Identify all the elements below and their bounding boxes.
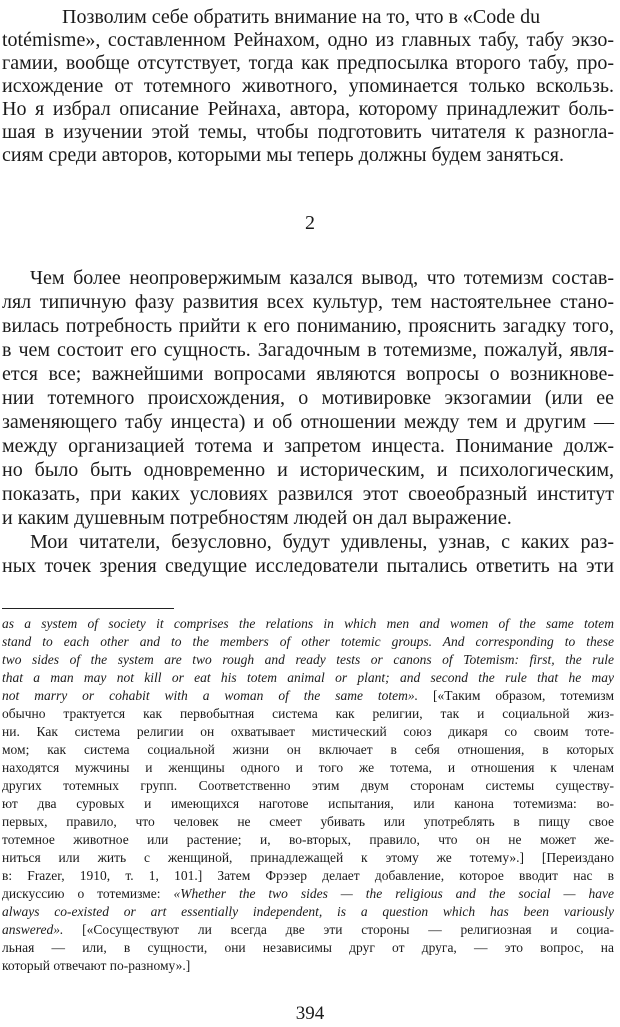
footnote-discussion-intro: дискуссию о тотемизме: xyxy=(2,886,174,901)
paragraph-2-line-10: показать, при каких условиях развился этот своеобразный институт xyxy=(2,483,614,505)
paragraph-1-line-7: сиям среди авторов, которыми мы теперь должны будем заняться. xyxy=(2,144,565,166)
paragraph-2-line-11: и каким душевным потребностям людей он дал выражение. xyxy=(2,507,512,529)
footnote-line-20: который отвечают по-разному».] xyxy=(2,958,191,973)
paragraph-1-line-1: Позволим себе обратить внимание на то, что в «Code du xyxy=(62,6,541,28)
paragraph-1-line-5: Но я избрал описание Рейнаха, автора, которому принадлежит боль- xyxy=(2,98,614,120)
footnote-frazer-quote-end: answered». xyxy=(2,922,64,937)
footnote-quote-end: not marry or cohabit with a woman of the same totem». xyxy=(2,688,419,703)
paragraph-1-line-6: шая в изучении этой темы, чтобы подготовить читателя к разногла- xyxy=(2,121,614,143)
footnote-line-17: always co-existed or art essentially independent, is a question which has been variously xyxy=(2,904,614,919)
paragraph-1-line-3: гамии, вообще отсутствует, тогда как предпосылка второго табу, про- xyxy=(2,52,614,74)
footnote-line-5 xyxy=(2,687,614,704)
footnote-translation-2-start: [«Сосуществуют ли всегда две эти стороны — религиозная и социа- xyxy=(63,922,614,937)
footnote-separator xyxy=(2,608,174,609)
footnote-line-3: two sides of the system are two rough and ready tests or canons of Totemism: first, the rule xyxy=(2,652,614,667)
paragraph-2-line-2: лял типичную фазу развития всех культур, тем настоятельнее стано- xyxy=(2,291,614,313)
footnote-line-15: в: Frazer, 1910, т. 1, 101.] Затем Фрэзер делает добавление, которое вводит нас в xyxy=(2,868,614,883)
footnote-line-1: as a system of society it comprises the relations in which men and women of the same totem xyxy=(2,616,614,631)
footnote-line-12: первых, правило, что человек не смеет убивать или употреблять в пищу свое xyxy=(2,814,614,829)
footnote-line-9: находятся мужчины и женщины одного и того же тотема, и отношения к членам xyxy=(2,760,614,775)
footnote-translation-start: [«Таким образом, тотемизм xyxy=(418,688,614,703)
paragraph-2-line-1: Чем более неопровержимым казался вывод, что тотемизм состав- xyxy=(30,267,614,289)
footnote-line-16 xyxy=(2,885,614,902)
footnote-line-2: stand to each other and to the members of other totemic groups. And corresponding to these xyxy=(2,634,614,649)
paragraph-2-line-6: нии тотемного происхождения, о мотивировке экзогамии (или ее xyxy=(2,387,614,409)
footnote-line-4: that a man may not kill or eat his totem animal or plant; and second the rule that he may xyxy=(2,670,614,685)
footnote-line-18 xyxy=(2,921,614,938)
footnote-frazer-quote-start: «Whether the two sides — the religious and the social — have xyxy=(173,886,614,901)
footnote-line-14: ниться или жить с женщиной, принадлежащей к этому же тотему».] [Переиздано xyxy=(2,850,614,865)
footnote-line-13: тотемное животное или растение; и, во-вторых, правило, что он не может же- xyxy=(2,832,614,847)
paragraph-3-line-2: ных точек зрения сведущие исследователи пытались ответить на эти xyxy=(2,555,614,577)
footnote-line-7: ни. Как система религии он охватывает мистический союз дикаря со своим тоте- xyxy=(2,724,614,739)
footnote-line-19: льная — или, в сущности, они независимы друг от друга, — это вопрос, на xyxy=(2,940,614,955)
page-number: 394 xyxy=(295,1003,325,1024)
paragraph-3-line-1: Мои читатели, безусловно, будут удивлены, узнав, с каких раз- xyxy=(30,531,614,553)
paragraph-1-line-2: totémisme», составленном Рейнахом, одно из главных табу, табу экзо- xyxy=(2,29,614,51)
paragraph-2-line-9: но было быть одновременно и историческим, и психологическим, xyxy=(2,459,614,481)
footnote-line-10: других тотемных групп. Соответственно этим двум сторонам системы существу- xyxy=(2,778,614,793)
section-number: 2 xyxy=(305,212,315,234)
footnote-line-6: обычно трактуется как первобытная система как религии, так и социальной жиз- xyxy=(2,706,614,721)
paragraph-2-line-4: в чем состоит его сущность. Загадочным в тотемизме, пожалуй, явля- xyxy=(2,339,614,361)
paragraph-1-line-4: исхождение от тотемного животного, упоминается только вскользь. xyxy=(2,75,614,97)
footnote-line-8: мом; как система социальной жизни он включает в себя отношения, в которых xyxy=(2,742,614,757)
paragraph-2-line-3: вилась потребность прийти к его пониманию, прояснить загадку того, xyxy=(2,315,614,337)
paragraph-2-line-7: заменяющего табу инцеста) и об отношении между тем и другим — xyxy=(2,411,614,433)
paragraph-2-line-8: между организацией тотема и запретом инцеста. Понимание долж- xyxy=(2,435,614,457)
footnote-line-11: ют два суровых и имеющихся наготове испытания, или канона тотемизма: во- xyxy=(2,796,614,811)
paragraph-2-line-5: ется все; важнейшими вопросами являются вопросы о возникнове- xyxy=(2,363,614,385)
